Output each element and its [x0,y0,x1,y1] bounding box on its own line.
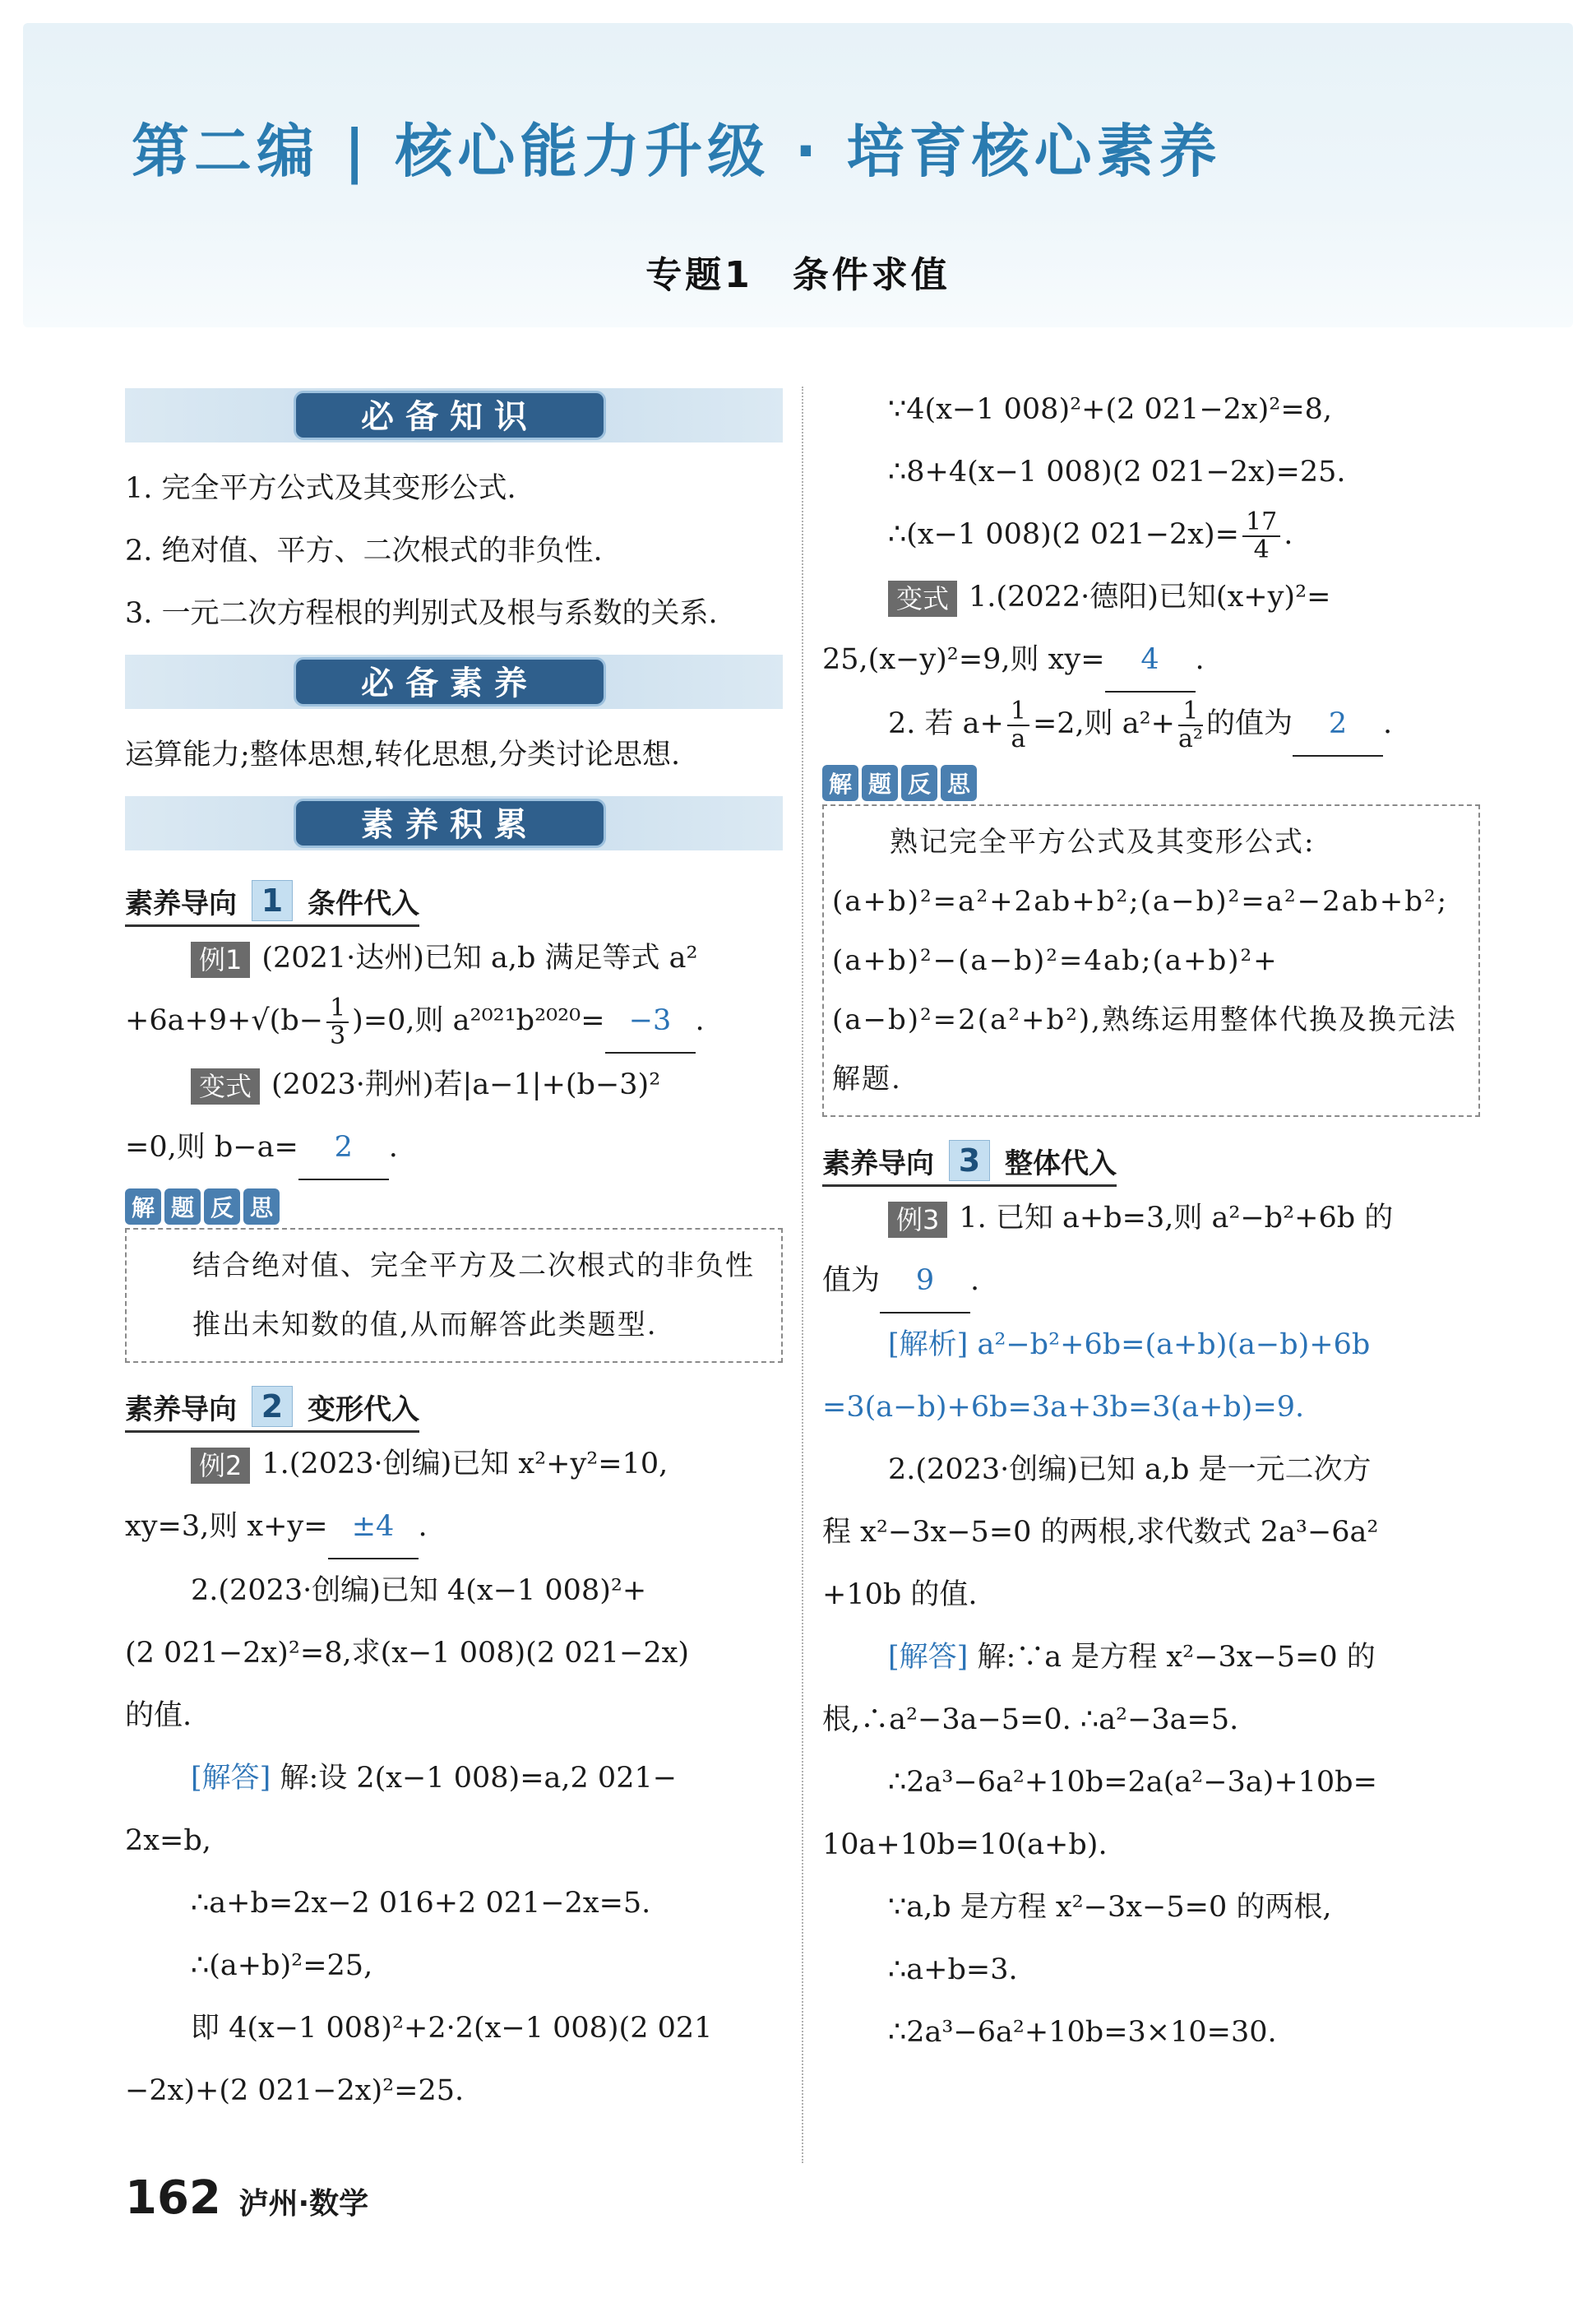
fraction [1007,698,1029,753]
variant-text: 2. 若 a+ [888,707,1004,740]
solution-line: ∴2a³−6a²+10b=2a(a²−3a)+10b= [888,1766,1377,1799]
variant-2-line: 25,(x−y)²=9,则 xy= 4 . [822,628,1480,693]
example-tag: 例2 [191,1448,250,1484]
solution-line: 2x=b, [125,1824,211,1857]
banner-label: 必备知识 [294,391,606,440]
question-line: 2.(2023·创编)已知 4(x−1 008)²+ [191,1574,647,1607]
solution-line: 即 4(x−1 008)²+2·2(x−1 008)(2 021 [191,2012,713,2045]
left-column [125,378,783,2122]
literacy-text: 运算能力;整体思想,转化思想,分类讨论思想. [125,739,681,771]
guide-number: 2 [252,1386,293,1427]
solution-text: . [1284,518,1293,551]
solution-line: ∵a,b 是方程 x²−3x−5=0 的两根, [888,1891,1332,1924]
example-text: 值为 [822,1264,881,1297]
banner-knowledge [125,388,783,442]
book-name: 泸州·数学 [238,2187,369,2221]
reflection-text: 熟记完全平方公式及其变形公式:(a+b)²=a²+2ab+b²;(a−b)²=a²−2ab+b²;(a+b)²−(a−b)²=4ab;(a+b)²+(a−b)²=2(a²+b²),熟练运用整体代换及换元法解题. [832,826,1457,1096]
reflection-text: 结合绝对值、完全平方及二次根式的非负性推出未知数的值,从而解答此类题型. [192,1249,755,1341]
knowledge-item: 3. 一元二次方程根的判别式及根与系数的关系. [125,597,718,630]
solution-line [822,1626,1480,1689]
guide-heading-3 [822,1140,1117,1187]
solution-text: 解:∵a 是方程 x²−3x−5=0 的 [977,1641,1376,1674]
example-2-line [125,1433,783,1495]
banner-literacy [125,655,783,709]
answer-blank: 9 [880,1249,970,1313]
variant-text: =2,则 a²+ [1032,707,1176,740]
example-text: 1. 已知 a+b=3,则 a²−b²+6b 的 [959,1202,1394,1235]
example-tag: 例3 [888,1202,947,1238]
guide-number: 1 [252,880,293,921]
fraction [326,995,349,1049]
variant-1-line: =0,则 b−a= 2 . [125,1116,783,1180]
right-column [822,378,1480,2064]
example-text: (2021·达州)已知 a,b 满足等式 a² [261,942,698,975]
banner-label: 必备素养 [294,657,606,707]
question-line: 的值. [125,1699,192,1732]
example-1-line [125,927,783,989]
series-title: 第二编 | 核心能力升级 · 培育核心素养 [132,118,1222,185]
example-text: )=0,则 a²⁰²¹b²⁰²⁰= [352,1004,605,1037]
fraction-numerator: 1 [1007,698,1029,726]
guide-label: 素养导向 [822,1147,934,1180]
reflection-char: 解 [822,765,858,801]
solution-line: ∴8+4(x−1 008)(2 021−2x)=25. [888,456,1346,489]
variant-text: 1.(2022·德阳)已知(x+y)²= [969,581,1331,614]
analysis-line [822,1313,1480,1376]
knowledge-item: 1. 完全平方公式及其变形公式. [125,472,516,505]
reflection-char: 题 [862,765,898,801]
analysis-tag: [解析] [888,1328,969,1361]
solution-tag: [解答] [191,1762,271,1795]
reflection-char: 反 [204,1188,240,1225]
reflection-char: 思 [941,765,977,801]
solution-text: ∴(x−1 008)(2 021−2x)= [888,518,1240,551]
fraction-denominator: a [1011,724,1026,753]
fraction-denominator: a² [1178,724,1203,753]
fraction-denominator: 3 [330,1021,346,1050]
fraction-numerator: 1 [1178,698,1203,726]
solution-line: ∴2a³−6a²+10b=3×10=30. [888,2016,1277,2049]
solution-line: ∵4(x−1 008)²+(2 021−2x)²=8, [888,393,1333,426]
answer-blank: ±4 [328,1495,419,1559]
solution-line [125,1747,783,1809]
variant-text: =0,则 b−a= [125,1131,298,1164]
variant-text: (2023·荆州)若|a−1|+(b−3)² [271,1068,661,1101]
question-line: (2 021−2x)²=8,求(x−1 008)(2 021−2x) [125,1637,690,1670]
guide-title: 变形代入 [308,1392,419,1426]
reflection-char: 题 [164,1188,201,1225]
knowledge-item: 2. 绝对值、平方、二次根式的非负性. [125,535,603,568]
banner-label: 素养积累 [294,799,606,848]
fraction-denominator: 4 [1253,535,1270,564]
variant-tag: 变式 [888,581,957,617]
variant-1-line [125,1054,783,1116]
reflection-header [822,765,1480,801]
page-footer [125,2171,368,2225]
example-tag: 例1 [191,942,250,978]
reflection-header [125,1188,783,1225]
answer-blank: −3 [605,989,696,1054]
variant-2-line: 2. 若 a+ $\frac{1}{a}$ =2,则 a²+ $\frac{1}{\text{a²}}$ 的值为 2 . [822,693,1480,757]
solution-text: 解:设 2(x−1 008)=a,2 021− [280,1762,678,1795]
solution-line: ∴(a+b)²=25, [191,1949,373,1982]
example-text: 1.(2023·创编)已知 x²+y²=10, [261,1448,668,1480]
solution-line: 10a+10b=10(a+b). [822,1828,1108,1861]
page-number: 162 [125,2171,221,2225]
guide-heading-1 [125,880,419,927]
reflection-box [822,804,1480,1117]
topic-title: 专题1 条件求值 [645,254,951,296]
guide-title: 整体代入 [1005,1147,1117,1180]
answer-blank: 4 [1105,628,1196,693]
question-line: +10b 的值. [822,1578,978,1611]
guide-label: 素养导向 [125,1392,237,1426]
variant-text: 的值为 [1205,707,1293,740]
variant-text: 25,(x−y)²=9,则 xy= [822,643,1105,676]
solution-line: −2x)+(2 021−2x)²=25. [125,2074,465,2107]
example-3-line [822,1187,1480,1249]
guide-number: 3 [949,1140,990,1181]
example-1-line: +6a+9+√(b− $\frac{1}{3}$ )=0,则 a²⁰²¹b²⁰²⁰= −3 . [125,989,783,1054]
solution-line [822,503,1480,566]
reflection-char: 反 [901,765,937,801]
question-line: 2.(2023·创编)已知 a,b 是一元二次方 [888,1453,1372,1486]
example-text: +6a+9+√(b− [125,1004,324,1037]
fraction [1178,698,1203,753]
example-text: xy=3,则 x+y= [125,1510,328,1543]
reflection-char: 思 [243,1188,280,1225]
variant-2-line [822,566,1480,628]
column-divider [802,387,803,2163]
fraction [1242,509,1280,563]
answer-blank: 2 [1293,693,1383,757]
solution-tag: [解答] [888,1641,969,1674]
reflection-char: 解 [125,1188,161,1225]
answer-blank: 2 [298,1116,389,1180]
guide-heading-2 [125,1386,419,1433]
guide-label: 素养导向 [125,887,237,920]
variant-tag: 变式 [191,1068,260,1105]
solution-line: ∴a+b=3. [888,1953,1018,1986]
banner-accumulation [125,796,783,850]
solution-line: ∴a+b=2x−2 016+2 021−2x=5. [191,1887,651,1920]
question-line: 程 x²−3x−5=0 的两根,求代数式 2a³−6a² [822,1516,1379,1549]
analysis-text: a²−b²+6b=(a+b)(a−b)+6b [977,1328,1371,1361]
solution-line: 根,∴a²−3a−5=0. ∴a²−3a=5. [822,1703,1239,1736]
fraction-numerator: 1 [326,995,349,1023]
reflection-box [125,1228,783,1363]
example-3-line: 值为 9 . [822,1249,1480,1313]
example-2-line: xy=3,则 x+y= ±4 . [125,1495,783,1559]
guide-title: 条件代入 [308,887,419,920]
fraction-numerator: 17 [1242,509,1280,537]
analysis-line: =3(a−b)+6b=3a+3b=3(a+b)=9. [822,1391,1305,1424]
